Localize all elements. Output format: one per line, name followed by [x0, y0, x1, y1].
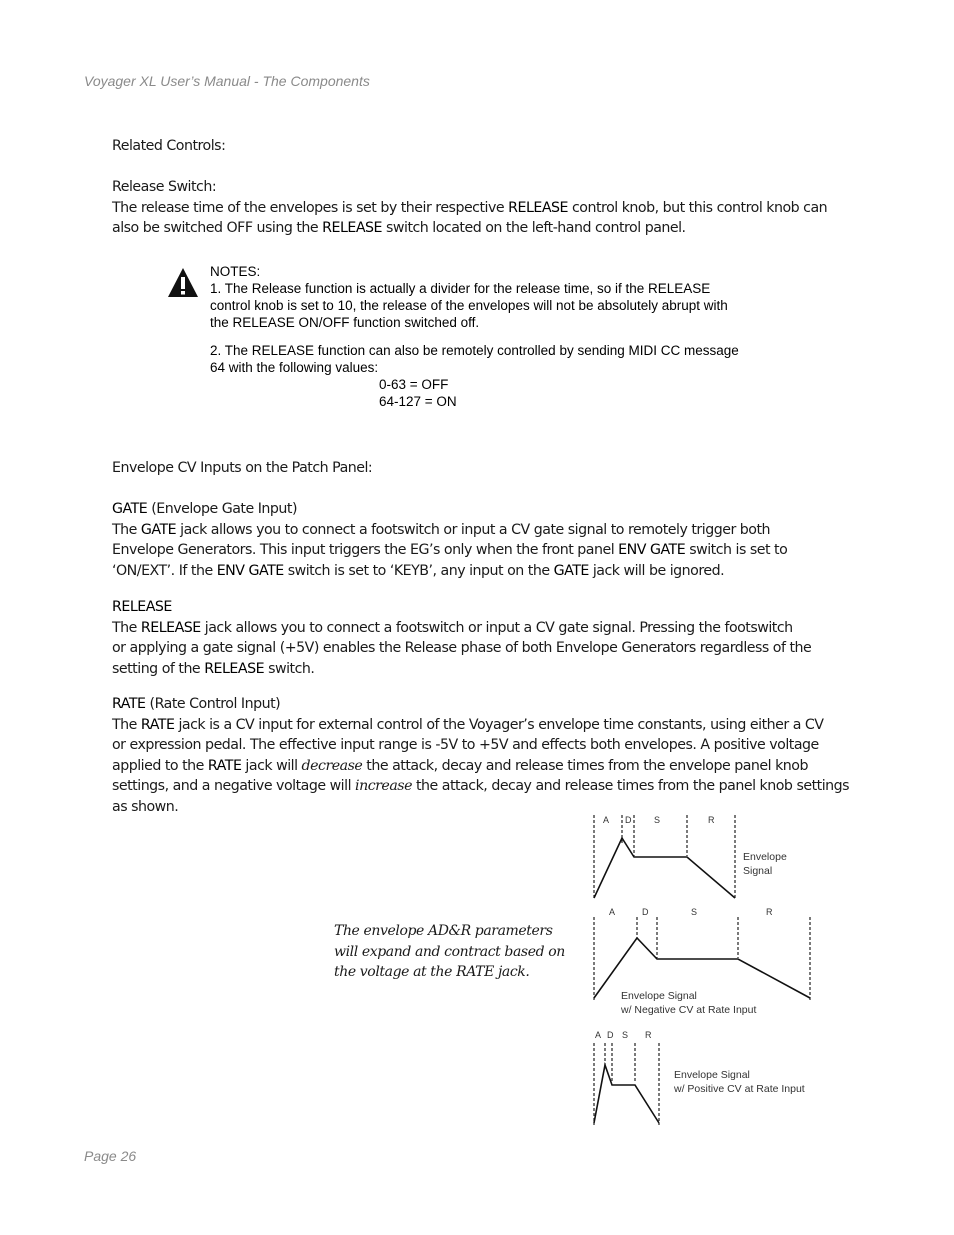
- gate-line-2: Envelope Generators. This input triggers the EG’s only when the front panel ENV GATE switch is set to: [112, 542, 788, 558]
- env1-title: Signal: [743, 865, 773, 877]
- env1-label-d: D: [625, 815, 632, 825]
- release-title: RELEASE: [112, 599, 172, 615]
- diagram-caption: [334, 921, 574, 983]
- note-2-value: 0-63 = OFF: [379, 377, 449, 392]
- env3-title: Envelope Signal: [674, 1069, 750, 1081]
- release-section: [112, 597, 892, 679]
- env1-label-r: R: [708, 815, 715, 825]
- note-1-line: the RELEASE ON/OFF function switched off.: [210, 315, 480, 330]
- rate-line-1: The RATE jack is a CV input for external control of the Voyager’s envelope time constants, using either a CV: [112, 716, 824, 733]
- envelope-diagram-normal: [585, 810, 825, 905]
- note-1-line: control knob is set to 10, the release of the envelopes will not be absolutely abrupt with: [210, 298, 728, 313]
- env2-title: Envelope Signal: [621, 990, 697, 1002]
- rate-line-2: or expression pedal. The effective input range is -5V to +5V and effects both envelopes. A positive voltage: [112, 737, 819, 753]
- note-2-value: 64-127 = ON: [379, 394, 457, 409]
- release-switch-section: [112, 177, 872, 239]
- env3-label-a: A: [595, 1030, 602, 1040]
- note-2-line: 64 with the following values:: [210, 360, 379, 375]
- env3-label-s: S: [622, 1030, 629, 1040]
- page-header: Voyager XL User’s Manual - The Components: [84, 73, 370, 89]
- notes-title: NOTES:: [210, 264, 261, 279]
- env1-title: Envelope: [743, 851, 787, 863]
- env2-title: w/ Negative CV at Rate Input: [621, 1004, 757, 1016]
- env1-label-a: A: [603, 815, 610, 825]
- env3-label-r: R: [645, 1030, 652, 1040]
- release-line-3: setting of the RELEASE switch.: [112, 660, 315, 677]
- gate-line-1: The GATE jack allows you to connect a footswitch or input a CV gate signal to remotely trigger both: [112, 521, 771, 538]
- env2-label-s: S: [691, 907, 698, 917]
- env3-title: w/ Positive CV at Rate Input: [674, 1083, 805, 1095]
- rate-line-5: as shown.: [112, 798, 179, 815]
- rate-section: [112, 694, 902, 817]
- env2-label-a: A: [609, 907, 616, 917]
- gate-title: GATE (Envelope Gate Input): [112, 501, 297, 517]
- release-switch-line-1: The release time of the envelopes is set by their respective RELEASE control knob, but this control knob can: [112, 199, 828, 216]
- related-controls-heading: Related Controls:: [112, 138, 226, 154]
- note-1-line: 1. The Release function is actually a divider for the release time, so if the RELEASE: [210, 281, 711, 296]
- page-number: Page 26: [84, 1148, 137, 1164]
- env3-label-d: D: [607, 1030, 614, 1040]
- caption-line: will expand and contract based on: [334, 943, 565, 960]
- release-switch-line-2: also be switched OFF using the RELEASE switch located on the left-hand control panel.: [112, 220, 686, 236]
- env2-label-r: R: [766, 907, 773, 917]
- envelope-diagram-positive-cv: [585, 1025, 825, 1130]
- rate-line-3: applied to the RATE jack will decrease the attack, decay and release times from the envelope panel knob: [112, 757, 808, 774]
- release-line-1: The RELEASE jack allows you to connect a footswitch or input a CV gate signal. Pressing the footswitch: [112, 619, 793, 636]
- rate-line-4: settings, and a negative voltage will increase the attack, decay and release times from the panel knob settings: [112, 778, 850, 794]
- cv-inputs-heading: Envelope CV Inputs on the Patch Panel:: [112, 460, 373, 476]
- notes-box: [210, 263, 790, 410]
- release-line-2: or applying a gate signal (+5V) enables the Release phase of both Envelope Generators regardless of the: [112, 640, 812, 656]
- env1-label-s: S: [654, 815, 661, 825]
- note-2-line: 2. The RELEASE function can also be remotely controlled by sending MIDI CC message: [210, 343, 739, 358]
- caption-line: the voltage at the RATE jack.: [334, 964, 530, 980]
- release-switch-heading: Release Switch:: [112, 179, 217, 195]
- env2-label-d: D: [642, 907, 649, 917]
- gate-section: [112, 499, 892, 581]
- caption-line: The envelope AD&R parameters: [334, 923, 553, 939]
- envelope-diagram-negative-cv: [585, 903, 825, 1018]
- gate-line-3: ‘ON/EXT’. If the ENV GATE switch is set to ‘KEYB’, any input on the GATE jack will be ignored.: [112, 562, 725, 579]
- rate-title: RATE (Rate Control Input): [112, 696, 281, 712]
- warning-icon: [166, 266, 200, 300]
